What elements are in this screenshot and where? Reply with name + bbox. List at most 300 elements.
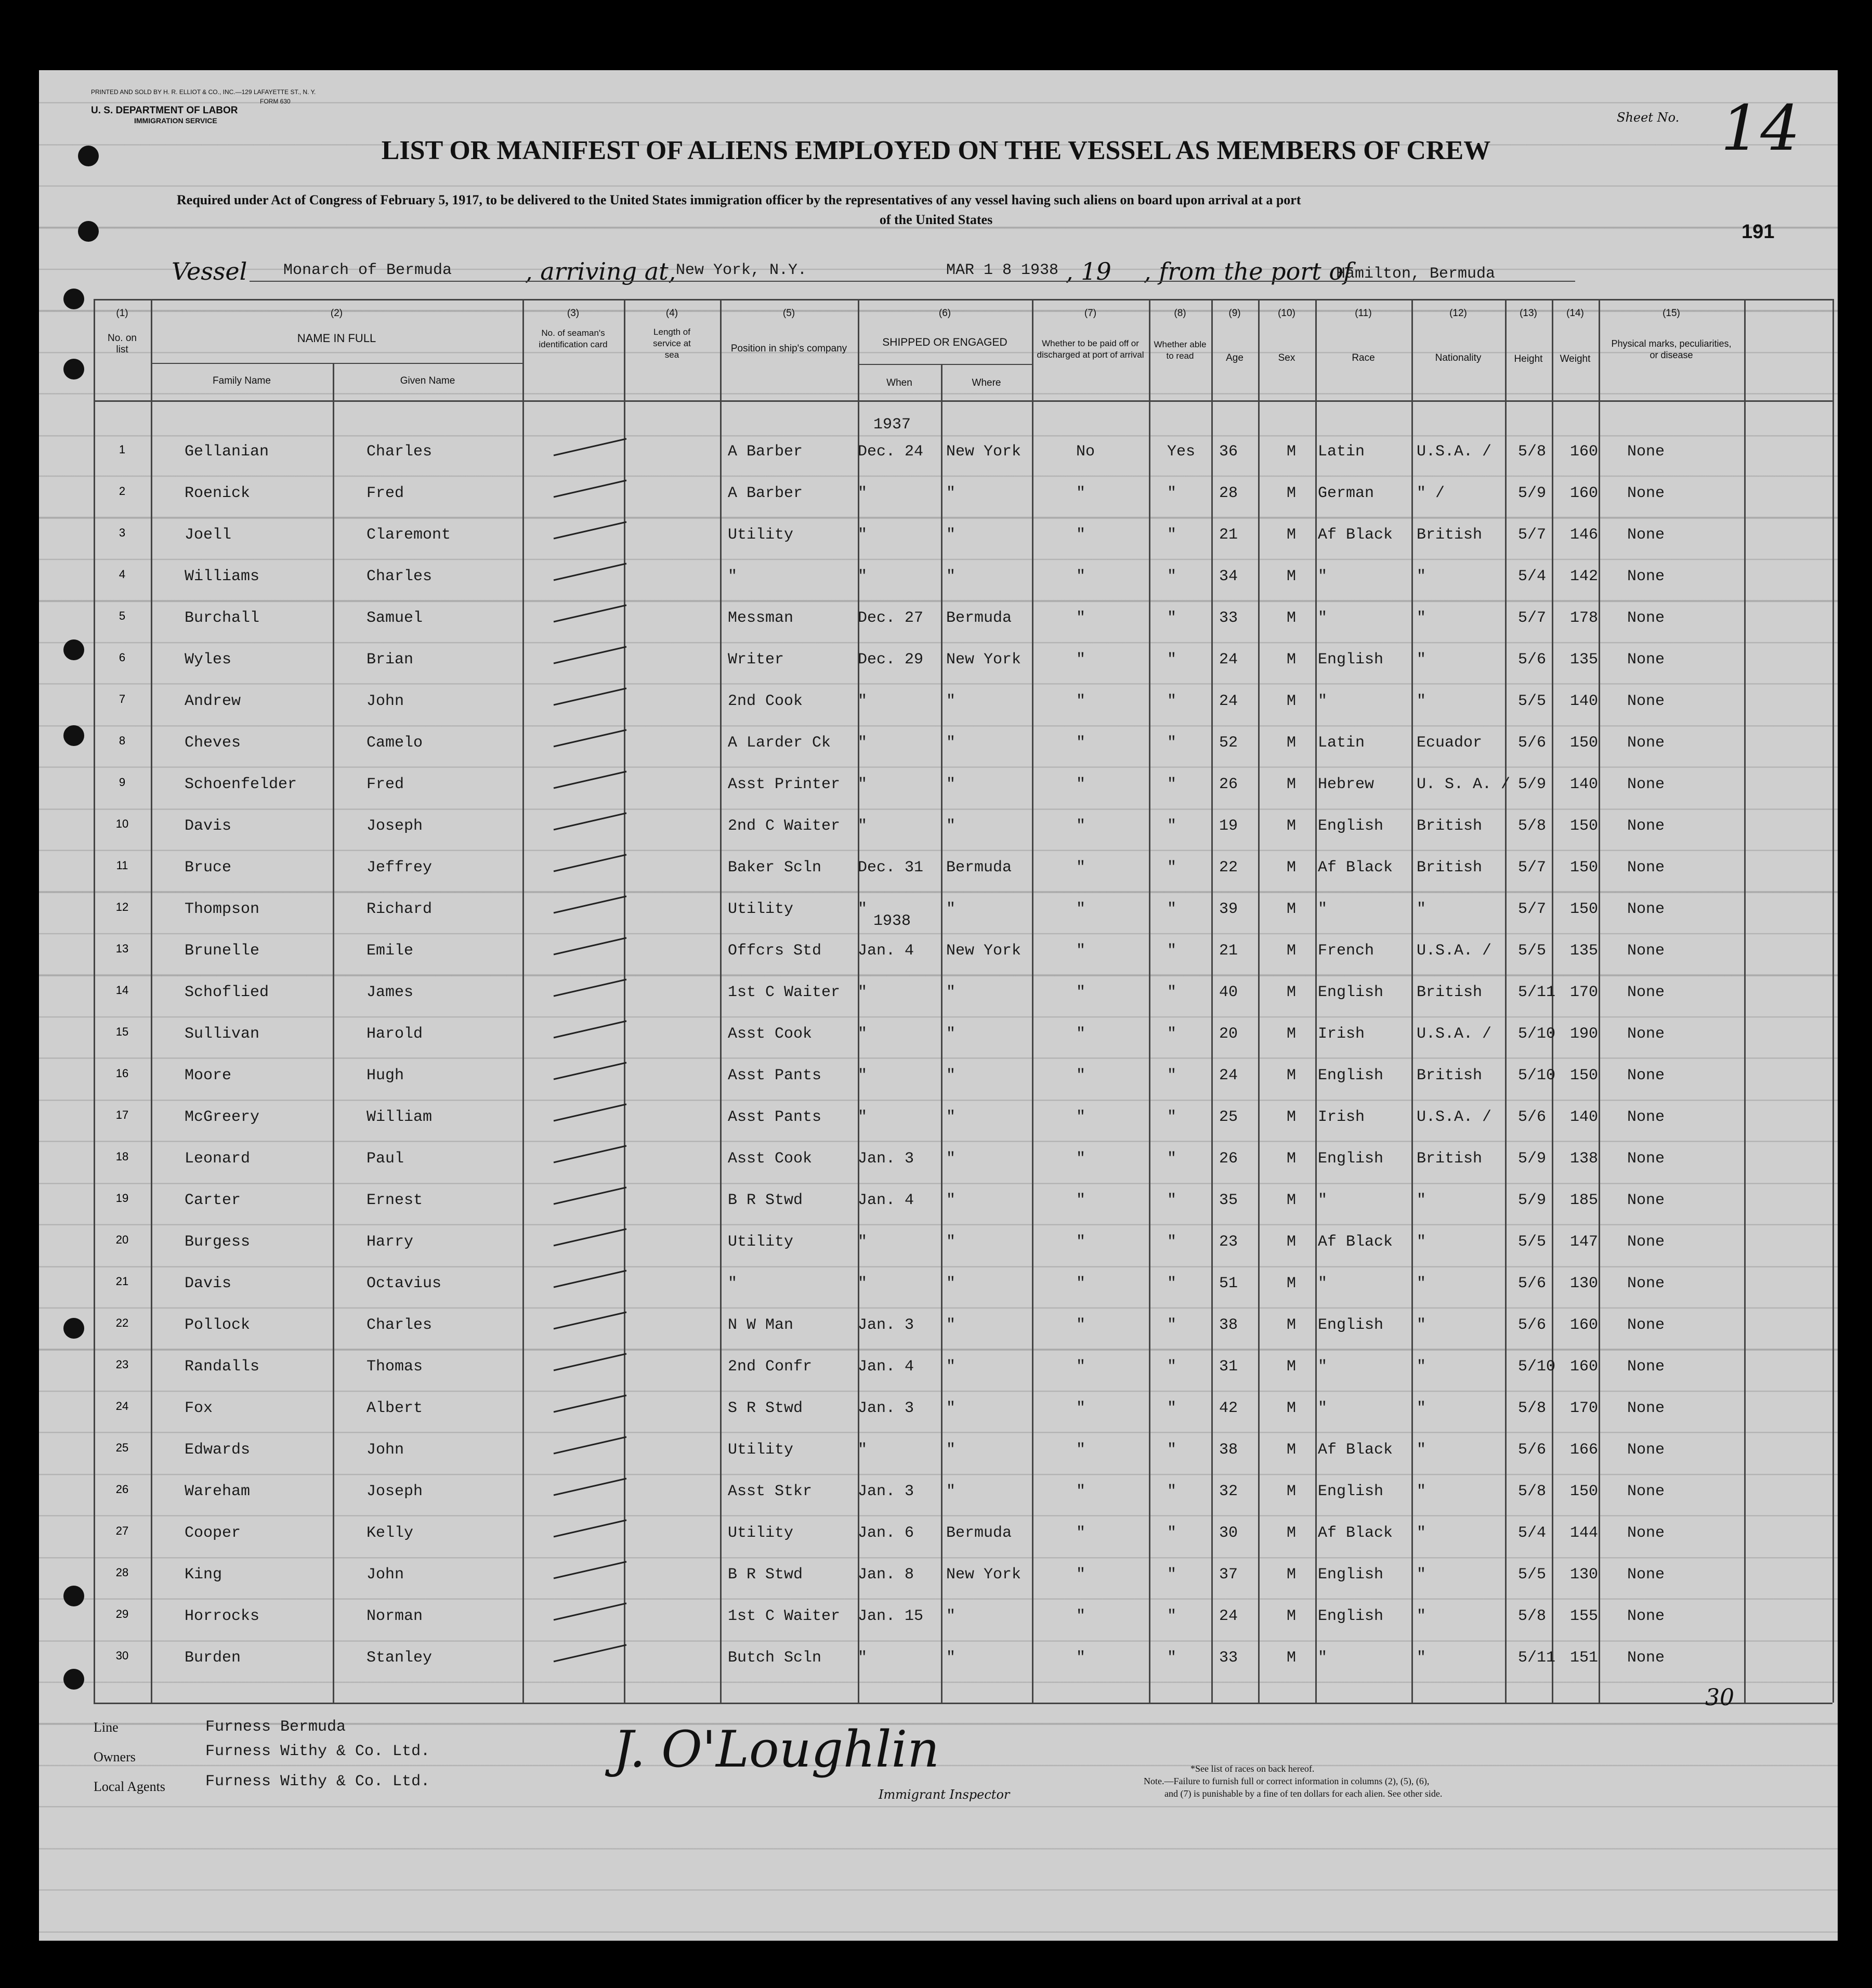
able-to-read-cell: ": [1167, 1067, 1177, 1084]
given-name-cell: William: [366, 1108, 433, 1126]
position-cell: Asst Stkr: [728, 1483, 813, 1500]
weight-cell: 160: [1570, 443, 1599, 461]
position-cell: Utility: [728, 526, 794, 544]
row-number: 21: [115, 1275, 129, 1288]
height-cell: 5/4: [1518, 1524, 1547, 1542]
sex-cell: M: [1287, 734, 1297, 752]
col-2-num: (2): [330, 308, 343, 319]
row-number: 2: [119, 485, 126, 498]
vessel-name: Monarch of Bermuda: [283, 261, 452, 279]
given-name-cell: Thomas: [366, 1358, 423, 1376]
sex-cell: M: [1287, 1441, 1297, 1459]
race-cell: Hebrew: [1318, 776, 1374, 793]
family-name-cell: Horrocks: [185, 1607, 260, 1625]
sex-cell: M: [1287, 526, 1297, 544]
table-row: [0, 473, 1872, 515]
able-to-read-cell: ": [1167, 859, 1177, 877]
row-number: 5: [119, 609, 126, 622]
able-to-read-cell: ": [1167, 1108, 1177, 1126]
height-cell: 5/5: [1518, 692, 1547, 710]
position-cell: S R Stwd: [728, 1400, 803, 1417]
given-name-cell: Fred: [366, 776, 404, 793]
able-to-read-cell: ": [1167, 526, 1177, 544]
shipped-when-cell: ": [858, 692, 868, 710]
paid-off-cell: ": [1076, 1316, 1086, 1334]
age-cell: 21: [1219, 526, 1238, 544]
nationality-cell: British: [1417, 984, 1483, 1001]
physical-marks-cell: None: [1627, 1108, 1665, 1126]
id-card-slash-mark: [551, 686, 629, 707]
able-to-read-cell: ": [1167, 942, 1177, 960]
printer-credit: PRINTED AND SOLD BY H. R. ELLIOT & CO., INC.—129 LAFAYETTE ST., N. Y.: [91, 88, 316, 96]
position-cell: Baker Scln: [728, 859, 822, 877]
physical-marks-cell: None: [1627, 1025, 1665, 1043]
vessel-label: Vessel: [172, 257, 247, 285]
given-name-cell: Paul: [366, 1150, 404, 1168]
table-row: [0, 639, 1872, 681]
weight-cell: 160: [1570, 1316, 1599, 1334]
nationality-cell: ": [1417, 1607, 1426, 1625]
id-card-slash-mark: [551, 603, 629, 624]
age-cell: 24: [1219, 1067, 1238, 1084]
footer-rule: [94, 1703, 1832, 1704]
sex-cell: M: [1287, 1275, 1297, 1292]
height-cell: 5/10: [1518, 1025, 1556, 1043]
id-card-slash-mark: [551, 1643, 629, 1664]
shipped-when-cell: Jan. 3: [858, 1150, 914, 1168]
able-to-read-cell: ": [1167, 568, 1177, 585]
sex-cell: M: [1287, 692, 1297, 710]
col-6-label: SHIPPED OR ENGAGED: [882, 336, 1007, 348]
id-card-slash-mark: [551, 645, 629, 665]
shipped-where-cell: ": [946, 900, 956, 918]
family-name-cell: Fox: [185, 1400, 213, 1417]
nationality-cell: ": [1417, 1524, 1426, 1542]
shipped-when-cell: Dec. 24: [858, 443, 924, 461]
given-name-cell: Richard: [366, 900, 433, 918]
physical-marks-cell: None: [1627, 1524, 1665, 1542]
paid-off-cell: ": [1076, 692, 1086, 710]
shipped-where-cell: ": [946, 1192, 956, 1209]
table-row: [0, 515, 1872, 556]
nationality-cell: ": [1417, 568, 1426, 585]
id-card-slash-mark: [551, 977, 629, 998]
arriving-label: , arriving at,: [525, 257, 676, 285]
row-number: 28: [115, 1566, 129, 1579]
nationality-cell: British: [1417, 1067, 1483, 1084]
weight-cell: 166: [1570, 1441, 1599, 1459]
physical-marks-cell: None: [1627, 1358, 1665, 1376]
col-9-num: (9): [1228, 308, 1241, 319]
family-name-cell: King: [185, 1566, 222, 1584]
shipped-when-cell: ": [858, 817, 868, 835]
col-3-num: (3): [567, 308, 580, 319]
paid-off-cell: ": [1076, 734, 1086, 752]
race-cell: ": [1318, 1192, 1328, 1209]
sex-cell: M: [1287, 1067, 1297, 1084]
nationality-cell: U. S. A. /: [1417, 776, 1511, 793]
sex-cell: M: [1287, 817, 1297, 835]
family-name-cell: Wareham: [185, 1483, 251, 1500]
able-to-read-cell: ": [1167, 817, 1177, 835]
table-row: [0, 1055, 1872, 1097]
nationality-cell: ": [1417, 1316, 1426, 1334]
height-cell: 5/8: [1518, 1483, 1547, 1500]
shipped-when-cell: ": [858, 485, 868, 502]
race-cell: ": [1318, 568, 1328, 585]
height-cell: 5/7: [1518, 526, 1547, 544]
age-cell: 23: [1219, 1233, 1238, 1251]
age-cell: 24: [1219, 692, 1238, 710]
nationality-cell: ": [1417, 1192, 1426, 1209]
given-name-cell: Albert: [366, 1400, 423, 1417]
age-cell: 38: [1219, 1316, 1238, 1334]
shipped-where-cell: ": [946, 1067, 956, 1084]
agents-label: Local Agents: [94, 1779, 165, 1794]
row-number: 11: [116, 859, 128, 872]
id-card-slash-mark: [551, 1601, 629, 1622]
table-row: [0, 764, 1872, 806]
weight-cell: 150: [1570, 859, 1599, 877]
nationality-cell: British: [1417, 859, 1483, 877]
weight-cell: 150: [1570, 734, 1599, 752]
col-3-label: No. of seaman's identification card: [539, 328, 608, 349]
paid-off-cell: ": [1076, 609, 1086, 627]
race-cell: English: [1318, 817, 1384, 835]
age-cell: 26: [1219, 776, 1238, 793]
paid-off-cell: No: [1076, 443, 1095, 461]
row-number: 27: [115, 1524, 129, 1537]
form-number: FORM 630: [260, 98, 291, 105]
paid-off-cell: ": [1076, 817, 1086, 835]
table-row: [0, 1596, 1872, 1638]
height-cell: 5/5: [1518, 1566, 1547, 1584]
shipped-where-cell: New York: [946, 651, 1022, 669]
sex-cell: M: [1287, 1316, 1297, 1334]
col-9-label: Age: [1226, 352, 1243, 363]
id-card-slash-mark: [551, 1061, 629, 1081]
height-cell: 5/9: [1518, 776, 1547, 793]
sex-cell: M: [1287, 900, 1297, 918]
paid-off-cell: ": [1076, 776, 1086, 793]
age-cell: 25: [1219, 1108, 1238, 1126]
race-cell: English: [1318, 1607, 1384, 1625]
nationality-cell: ": [1417, 1566, 1426, 1584]
id-card-slash-mark: [551, 1019, 629, 1040]
shipped-when-cell: ": [858, 1067, 868, 1084]
given-name-cell: Joseph: [366, 1483, 423, 1500]
weight-cell: 140: [1570, 692, 1599, 710]
height-cell: 5/8: [1518, 817, 1547, 835]
shipped-where-cell: ": [946, 984, 956, 1001]
race-cell: ": [1318, 1649, 1328, 1667]
family-name-cell: Randalls: [185, 1358, 260, 1376]
nationality-cell: British: [1417, 1150, 1483, 1168]
able-to-read-cell: ": [1167, 1358, 1177, 1376]
row-number: 30: [115, 1649, 129, 1662]
shipped-where-cell: ": [946, 485, 956, 502]
weight-cell: 185: [1570, 1192, 1599, 1209]
nationality-cell: ": [1417, 651, 1426, 669]
race-cell: Irish: [1318, 1108, 1365, 1126]
nationality-cell: British: [1417, 526, 1483, 544]
height-cell: 5/6: [1518, 1275, 1547, 1292]
age-cell: 31: [1219, 1358, 1238, 1376]
given-name-cell: Norman: [366, 1607, 423, 1625]
able-to-read-cell: ": [1167, 984, 1177, 1001]
given-name-cell: Charles: [366, 1316, 433, 1334]
col-13-label: Height: [1514, 354, 1543, 364]
paid-off-cell: ": [1076, 1150, 1086, 1168]
family-name-cell: Williams: [185, 568, 260, 585]
row-number: 9: [119, 776, 126, 789]
paid-off-cell: ": [1076, 984, 1086, 1001]
position-cell: Asst Pants: [728, 1108, 822, 1126]
family-name-cell: Edwards: [185, 1441, 251, 1459]
race-cell: English: [1318, 984, 1384, 1001]
table-row: [0, 1139, 1872, 1180]
table-row: [0, 1346, 1872, 1388]
able-to-read-cell: ": [1167, 1192, 1177, 1209]
physical-marks-cell: None: [1627, 1566, 1665, 1584]
nationality-cell: ": [1417, 1400, 1426, 1417]
weight-cell: 130: [1570, 1275, 1599, 1292]
row-number: 18: [115, 1150, 129, 1163]
col-14-num: (14): [1566, 308, 1584, 319]
weight-cell: 155: [1570, 1607, 1599, 1625]
shipped-when-cell: ": [858, 734, 868, 752]
table-row: [0, 431, 1872, 473]
arrival-date-stamp: MAR 1 8 1938: [946, 261, 1059, 279]
from-port-label: , from the port of: [1144, 257, 1353, 285]
col-6-when-label: When: [886, 377, 912, 388]
shipped-where-cell: ": [946, 1316, 956, 1334]
nationality-cell: ": [1417, 1649, 1426, 1667]
paid-off-cell: ": [1076, 1192, 1086, 1209]
nationality-cell: " /: [1417, 485, 1445, 502]
paid-off-cell: ": [1076, 1275, 1086, 1292]
nationality-cell: ": [1417, 900, 1426, 918]
family-name-cell: Burchall: [185, 609, 260, 627]
nationality-cell: U.S.A. /: [1417, 942, 1492, 960]
paid-off-cell: ": [1076, 1483, 1086, 1500]
age-cell: 52: [1219, 734, 1238, 752]
shipped-when-cell: Jan. 4: [858, 942, 914, 960]
row-number: 19: [115, 1192, 129, 1205]
family-name-cell: Wyles: [185, 651, 232, 669]
name-subheader-rule: [151, 363, 522, 364]
given-name-cell: John: [366, 1441, 404, 1459]
given-name-cell: Octavius: [366, 1275, 442, 1292]
col-6-num: (6): [938, 308, 951, 319]
agents-value: Furness Withy & Co. Ltd.: [205, 1773, 430, 1790]
id-card-slash-mark: [551, 437, 629, 457]
weight-cell: 170: [1570, 1400, 1599, 1417]
height-cell: 5/5: [1518, 1233, 1547, 1251]
family-name-cell: Bruce: [185, 859, 232, 877]
subtitle-line-1: Required under Act of Congress of February 5, 1917, to be delivered to the United States immigration officer by the representatives of any vessel having such aliens on board upon arrival at a port: [177, 192, 1301, 207]
sex-cell: M: [1287, 1607, 1297, 1625]
able-to-read-cell: ": [1167, 1524, 1177, 1542]
height-cell: 5/6: [1518, 1441, 1547, 1459]
height-cell: 5/8: [1518, 443, 1547, 461]
sex-cell: M: [1287, 609, 1297, 627]
shipped-where-cell: ": [946, 1150, 956, 1168]
able-to-read-cell: ": [1167, 1025, 1177, 1043]
height-cell: 5/9: [1518, 1192, 1547, 1209]
row-number: 1: [119, 443, 126, 456]
position-cell: Asst Pants: [728, 1067, 822, 1084]
position-cell: Utility: [728, 900, 794, 918]
nationality-cell: ": [1417, 692, 1426, 710]
col-4-label: Length of service at sea: [653, 327, 691, 360]
position-cell: A Barber: [728, 485, 803, 502]
race-cell: Latin: [1318, 443, 1365, 461]
col-10-label: Sex: [1278, 352, 1295, 363]
race-cell: German: [1318, 485, 1374, 502]
row-number: 17: [115, 1108, 129, 1121]
family-name-cell: Burden: [185, 1649, 241, 1667]
paid-off-cell: ": [1076, 942, 1086, 960]
physical-marks-cell: None: [1627, 1441, 1665, 1459]
position-cell: Offcrs Std: [728, 942, 822, 960]
shipped-when-cell: ": [858, 900, 868, 918]
race-cell: ": [1318, 609, 1328, 627]
row-number: 12: [115, 900, 129, 913]
able-to-read-cell: ": [1167, 1566, 1177, 1584]
able-to-read-cell: ": [1167, 1441, 1177, 1459]
shipped-where-cell: New York: [946, 443, 1022, 461]
table-row: [0, 1430, 1872, 1471]
col-5-label: Position in ship's company: [730, 343, 847, 354]
id-card-slash-mark: [551, 1518, 629, 1539]
table-row: [0, 556, 1872, 598]
age-cell: 37: [1219, 1566, 1238, 1584]
able-to-read-cell: ": [1167, 485, 1177, 502]
paid-off-cell: ": [1076, 900, 1086, 918]
nationality-cell: ": [1417, 1358, 1426, 1376]
row-number: 16: [115, 1067, 129, 1080]
race-cell: English: [1318, 1483, 1384, 1500]
weight-cell: 135: [1570, 942, 1599, 960]
table-row: [0, 931, 1872, 972]
shipped-when-cell: ": [858, 1233, 868, 1251]
paid-off-cell: ": [1076, 1524, 1086, 1542]
physical-marks-cell: None: [1627, 568, 1665, 585]
shipped-when-cell: ": [858, 526, 868, 544]
position-cell: Butch Scln: [728, 1649, 822, 1667]
table-row: [0, 889, 1872, 931]
family-name-cell: Cooper: [185, 1524, 241, 1542]
race-cell: Af Black: [1318, 526, 1393, 544]
weight-cell: 170: [1570, 984, 1599, 1001]
able-to-read-cell: ": [1167, 692, 1177, 710]
table-row: [0, 681, 1872, 723]
age-cell: 19: [1219, 817, 1238, 835]
shipped-when-cell: ": [858, 1441, 868, 1459]
row-number: 23: [115, 1358, 129, 1371]
position-cell: 2nd Confr: [728, 1358, 813, 1376]
id-card-slash-mark: [551, 936, 629, 957]
col-1-num: (1): [116, 308, 128, 319]
col-11-label: Race: [1352, 352, 1375, 363]
id-card-slash-mark: [551, 894, 629, 915]
height-cell: 5/4: [1518, 568, 1547, 585]
age-cell: 32: [1219, 1483, 1238, 1500]
physical-marks-cell: None: [1627, 1275, 1665, 1292]
sex-cell: M: [1287, 1400, 1297, 1417]
given-name-cell: Claremont: [366, 526, 451, 544]
col-2-label: NAME IN FULL: [297, 332, 376, 345]
paid-off-cell: ": [1076, 526, 1086, 544]
race-cell: English: [1318, 651, 1384, 669]
shipped-where-cell: Bermuda: [946, 609, 1012, 627]
race-cell: Af Black: [1318, 1524, 1393, 1542]
sex-cell: M: [1287, 1233, 1297, 1251]
given-name-cell: Kelly: [366, 1524, 414, 1542]
age-cell: 51: [1219, 1275, 1238, 1292]
id-card-slash-mark: [551, 1310, 629, 1331]
id-card-slash-mark: [551, 1435, 629, 1456]
shipped-where-cell: ": [946, 817, 956, 835]
shipped-when-cell: Jan. 6: [858, 1524, 914, 1542]
nationality-cell: Ecuador: [1417, 734, 1483, 752]
table-row: [0, 1388, 1872, 1430]
vessel-underline: [250, 281, 1575, 282]
height-cell: 5/6: [1518, 1108, 1547, 1126]
col-12-label: Nationality: [1435, 352, 1482, 363]
race-cell: Latin: [1318, 734, 1365, 752]
weight-cell: 138: [1570, 1150, 1599, 1168]
family-name-cell: Cheves: [185, 734, 241, 752]
table-top-border: [94, 299, 1832, 300]
row-number: 29: [115, 1607, 129, 1620]
position-cell: ": [728, 568, 738, 585]
owners-label: Owners: [94, 1749, 136, 1764]
position-cell: 2nd C Waiter: [728, 817, 841, 835]
race-cell: Af Black: [1318, 1233, 1393, 1251]
shipped-when-cell: Jan. 3: [858, 1400, 914, 1417]
age-cell: 33: [1219, 1649, 1238, 1667]
weight-cell: 146: [1570, 526, 1599, 544]
sex-cell: M: [1287, 1358, 1297, 1376]
age-cell: 36: [1219, 443, 1238, 461]
able-to-read-cell: ": [1167, 734, 1177, 752]
year-note-1938: 1938: [873, 912, 911, 930]
col-2-family-label: Family Name: [213, 375, 271, 386]
position-cell: N W Man: [728, 1316, 794, 1334]
height-cell: 5/7: [1518, 900, 1547, 918]
able-to-read-cell: ": [1167, 900, 1177, 918]
physical-marks-cell: None: [1627, 900, 1665, 918]
position-cell: Asst Cook: [728, 1150, 813, 1168]
row-number: 22: [115, 1316, 129, 1329]
family-name-cell: Schoflied: [185, 984, 269, 1001]
able-to-read-cell: ": [1167, 776, 1177, 793]
paid-off-cell: ": [1076, 1649, 1086, 1667]
header-bottom-border: [94, 400, 1832, 402]
weight-cell: 130: [1570, 1566, 1599, 1584]
shipped-where-cell: ": [946, 734, 956, 752]
age-cell: 42: [1219, 1400, 1238, 1417]
weight-cell: 151: [1570, 1649, 1599, 1667]
nationality-cell: U.S.A. /: [1417, 1108, 1492, 1126]
family-name-cell: Moore: [185, 1067, 232, 1084]
shipped-where-cell: ": [946, 1441, 956, 1459]
id-card-slash-mark: [551, 811, 629, 832]
position-cell: Utility: [728, 1233, 794, 1251]
col-13-num: (13): [1520, 308, 1537, 319]
